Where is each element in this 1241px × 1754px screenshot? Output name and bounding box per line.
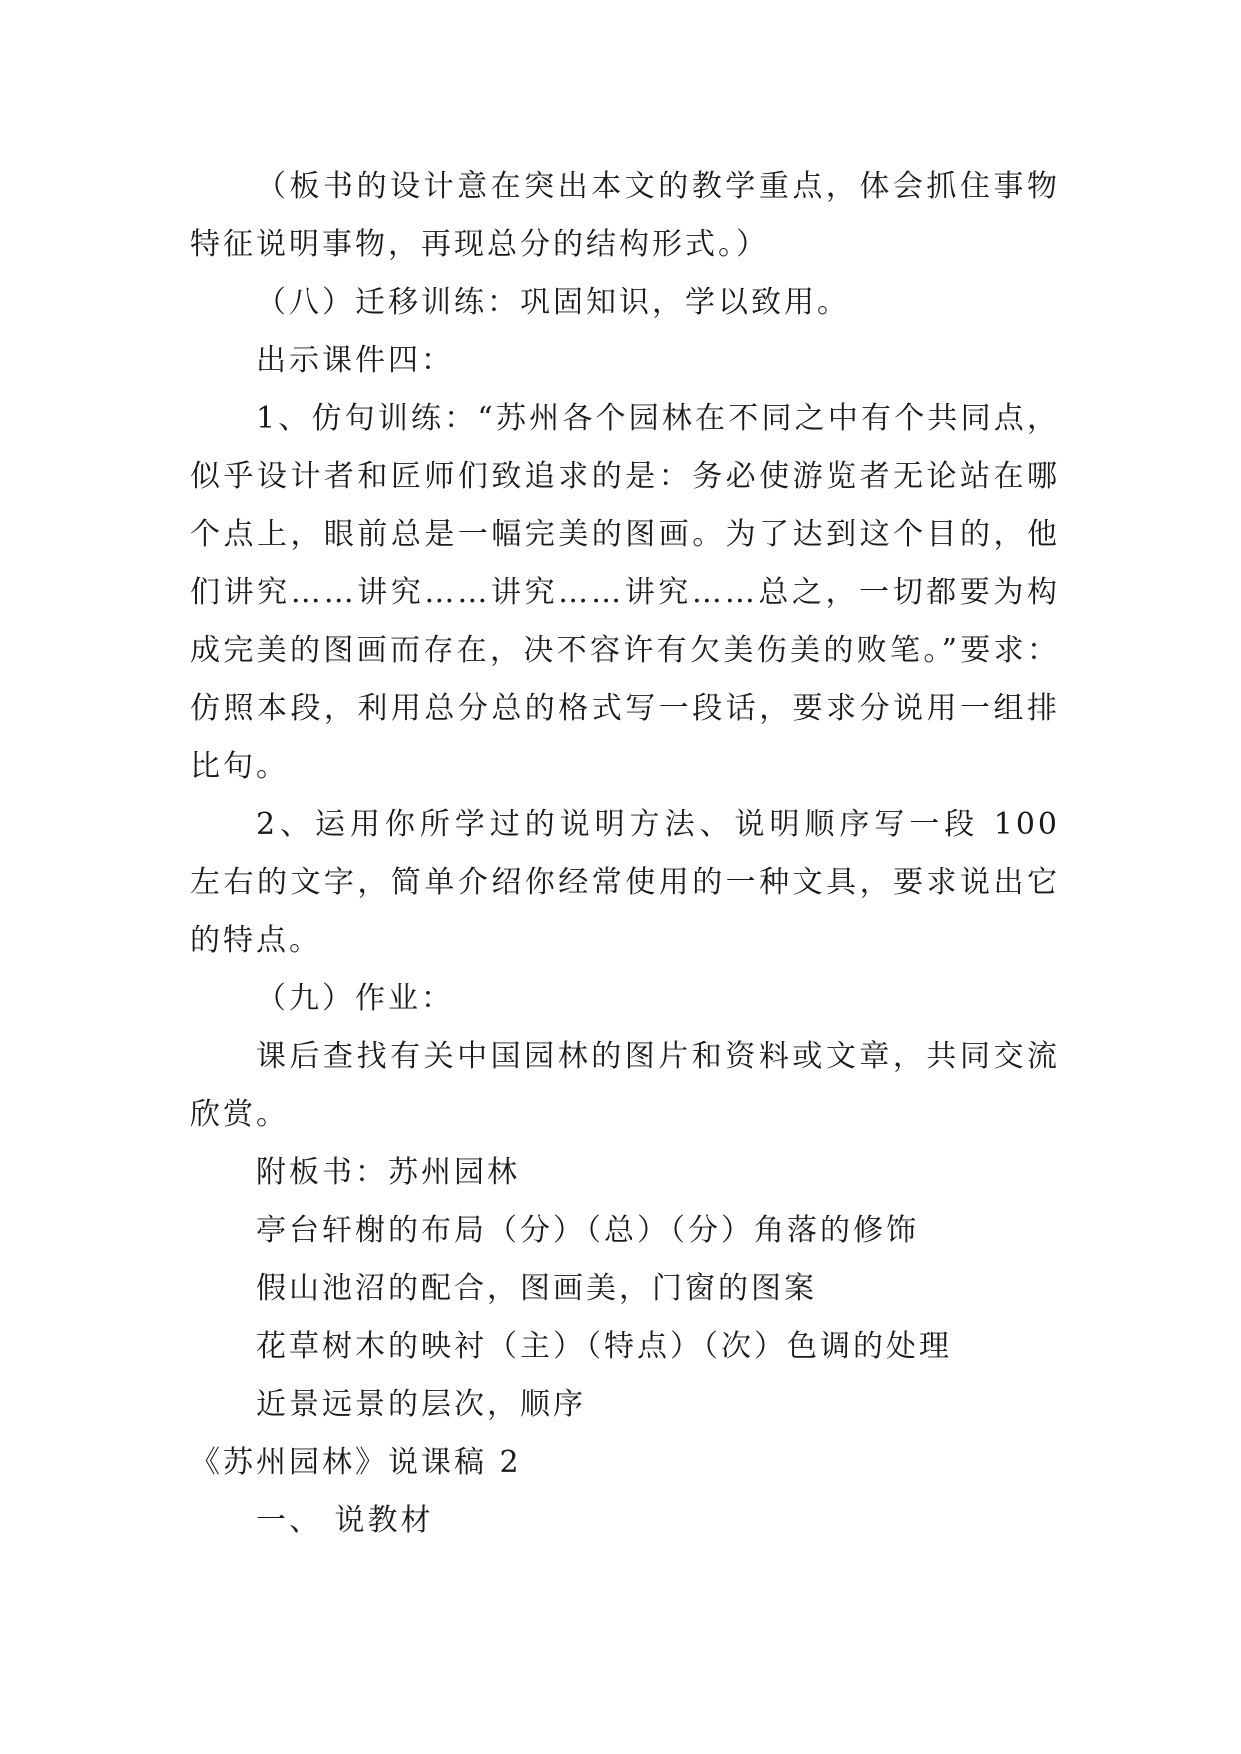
document-subtitle: 《苏州园林》说课稿 2 (190, 1445, 522, 1480)
paragraph-line: 比句。 (190, 749, 289, 784)
paragraph-line: 特征说明事物，再现总分的结构形式。） (190, 227, 769, 262)
paragraph-line: 2、运用你所学过的说明方法、说明顺序写一段 100 (256, 807, 1060, 842)
paragraph-line: 们讲究……讲究……讲究……讲究……总之，一切都要为构 (190, 575, 1060, 610)
paragraph-line: 的特点。 (190, 923, 322, 958)
document-body (190, 158, 1060, 1550)
paragraph-line: （板书的设计意在突出本文的教学重点，体会抓住事物 (256, 169, 1060, 204)
board-line: 花草树木的映衬（主）（特点）（次）色调的处理 (256, 1329, 952, 1364)
paragraph-line: 1、仿句训练：“苏州各个园林在不同之中有个共同点， (256, 401, 1060, 436)
paragraph-line: 成完美的图画而存在，决不容许有欠美伤美的败笔。”要求： (190, 633, 1060, 668)
section-heading: 一、 说教材 (256, 1503, 434, 1538)
paragraph-line: 个点上，眼前总是一幅完美的图画。为了达到这个目的，他 (190, 517, 1060, 552)
paragraph-line: 课后查找有关中国园林的图片和资料或文章，共同交流 (256, 1039, 1060, 1074)
paragraph-line: 似乎设计者和匠师们致追求的是：务必使游览者无论站在哪 (190, 459, 1060, 494)
section-heading: （八）迁移训练：巩固知识，学以致用。 (256, 285, 850, 320)
section-heading: （九）作业： (256, 981, 454, 1016)
paragraph-line: 欣赏。 (190, 1097, 289, 1132)
board-line: 近景远景的层次，顺序 (256, 1387, 586, 1422)
paragraph-line: 左右的文字，简单介绍你经常使用的一种文具，要求说出它 (190, 865, 1060, 900)
board-line: 假山池沼的配合，图画美，门窗的图案 (256, 1271, 817, 1306)
paragraph-line: 出示课件四： (256, 343, 454, 378)
paragraph-line: 仿照本段，利用总分总的格式写一段话，要求分说用一组排 (190, 691, 1060, 726)
board-line: 亭台轩榭的布局（分）（总）（分）角落的修饰 (256, 1213, 919, 1248)
board-title: 附板书：苏州园林 (256, 1155, 520, 1190)
